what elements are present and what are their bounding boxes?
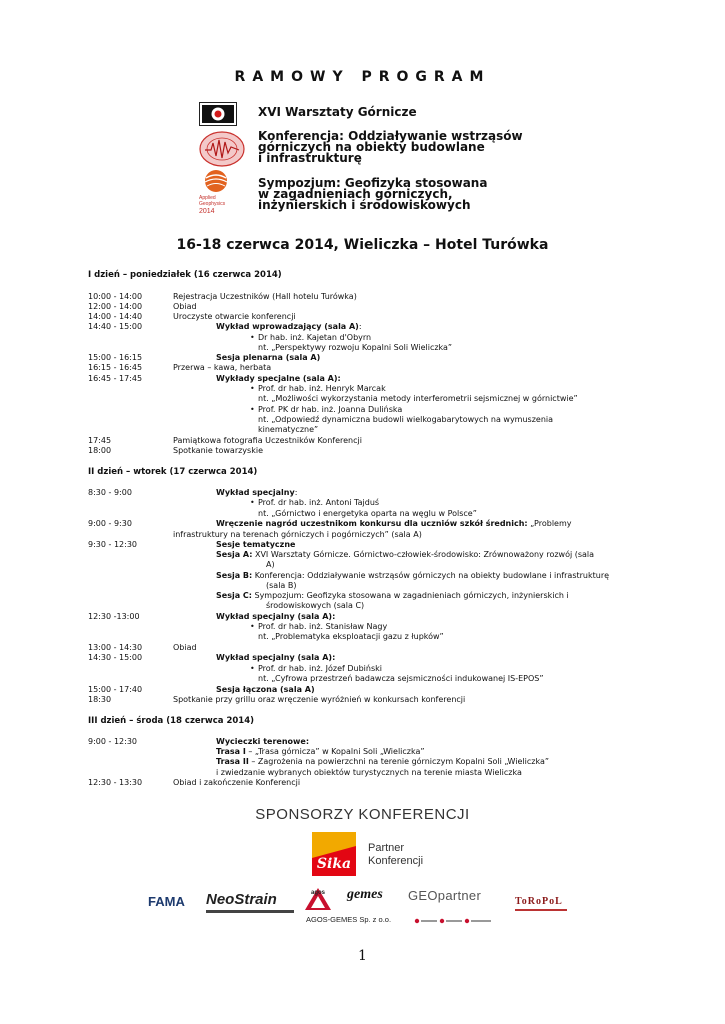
session-label: Sesja B:	[216, 571, 253, 580]
time: 18:30	[88, 695, 112, 704]
desc	[216, 519, 636, 529]
toropol-underline	[515, 909, 567, 911]
applied-text: Applied	[199, 195, 216, 201]
session-desc: A)	[266, 560, 275, 569]
desc: Wycieczki terenowe:	[216, 737, 310, 746]
event-line: górniczych na obiekty budowlane	[258, 140, 485, 154]
event-line: w zagadnieniach górniczych,	[258, 187, 453, 201]
session-desc: Sympozjum: Geofizyka stosowana w zagadnieniach górniczych, inżynierskich i	[251, 591, 569, 600]
speaker: Dr hab. inż. Kajetan d'Obyrn	[258, 333, 372, 342]
route-desc: – „Trasa górnicza” w Kopalni Soli „Wieliczka”	[245, 747, 425, 756]
bullet-icon: •	[250, 333, 255, 342]
session-label: Sesja A:	[216, 550, 253, 559]
toropol-logo: ToRoPoL	[515, 896, 563, 907]
session-b-text	[216, 571, 636, 581]
route-label: Trasa I	[216, 747, 246, 756]
time: 12:00 - 14:00	[88, 302, 143, 311]
desc: Sesje tematyczne	[216, 540, 296, 549]
event-line: Sympozjum: Geofizyka stosowana	[258, 176, 488, 190]
route-label: Trasa II	[216, 757, 249, 766]
talk-title: nt. „Cyfrowa przestrzeń badawcza sejsmiczności indukowanej IS-EPOS”	[258, 674, 544, 683]
desc: Wykład specjalny (sala A):	[216, 612, 336, 621]
talk-title: nt. „Górnictwo i energetyka oparta na węglu w Polsce”	[258, 509, 477, 518]
time: 12:30 - 13:30	[88, 778, 143, 787]
bullet-icon: •	[250, 498, 255, 507]
time: 13:00 - 14:30	[88, 643, 143, 652]
talk-title: nt. „Perspektywy rozwoju Kopalni Soli Wieliczka”	[258, 343, 453, 352]
desc: Obiad	[173, 302, 197, 311]
desc-colon: :	[294, 488, 298, 497]
day2-heading: II dzień – wtorek (17 czerwca 2014)	[88, 467, 258, 477]
route-2	[216, 757, 636, 767]
partner-label	[368, 842, 423, 868]
desc	[216, 322, 636, 332]
session-desc: Konferencja: Oddziaływanie wstrząsów górniczych na obiekty budowlane i infrastrukturę	[252, 571, 610, 580]
time: 9:00 - 12:30	[88, 737, 137, 746]
desc: Sesja plenarna (sala A)	[216, 353, 321, 362]
bullet-icon: •	[250, 405, 255, 414]
route-2-cont: i zwiedzanie wybranych obiektów turystycznych na terenie miasta Wieliczka	[216, 768, 522, 777]
speaker: Prof. dr hab. inż. Józef Dubiński	[258, 664, 382, 673]
page-number: 1	[358, 948, 367, 964]
event-sympozjum	[258, 178, 487, 211]
agos-logo	[303, 886, 333, 912]
day3-heading: III dzień – środa (18 czerwca 2014)	[88, 716, 254, 726]
session-label: Sesja C:	[216, 591, 252, 600]
partner-line: Konferencji	[368, 855, 424, 867]
speaker: Prof. dr hab. inż. Stanisław Nagy	[258, 622, 388, 631]
desc-rest: „Problemy	[527, 519, 572, 528]
desc-bold: Wręczenie nagród uczestnikom konkursu dla uczniów szkół średnich:	[216, 519, 528, 528]
sika-logo	[312, 832, 356, 876]
event-konferencja	[258, 131, 523, 164]
time: 15:00 - 17:40	[88, 685, 143, 694]
desc: Rejestracja Uczestników (Hall hotelu Turówka)	[173, 292, 357, 301]
speaker: Prof. PK dr hab. inż. Joanna Dulińska	[258, 405, 403, 414]
neostrain-text: NeoStrain	[206, 891, 277, 908]
warsztaty-logo	[199, 102, 237, 126]
event-line: i infrastrukturę	[258, 151, 362, 165]
neostrain-bar	[206, 910, 294, 913]
event-line: inżynierskich i środowiskowych	[258, 198, 471, 212]
talk-title: nt. „Problematyka eksploatacji gazu z łupków”	[258, 632, 444, 641]
sponsors-heading: SPONSORZY KONFERENCJI	[255, 806, 470, 823]
agos-gemes-text: AGOS-GEMES Sp. z o.o.	[306, 915, 392, 924]
time: 14:00 - 14:40	[88, 312, 143, 321]
geopartner-subline	[414, 909, 496, 914]
route-1	[216, 747, 636, 757]
talk-title: nt. „Odpowiedź dynamiczna budowli wielkogabarytowych na wymuszenia	[258, 415, 554, 424]
desc	[216, 488, 636, 498]
route-desc: – Zagrożenia na powierzchni na terenie górniczym Kopalni Soli „Wieliczka”	[248, 757, 550, 766]
time: 16:45 - 17:45	[88, 374, 143, 383]
neostrain-logo	[206, 892, 298, 914]
talk-title: nt. „Możliwości wykorzystania metody interferometrii sejsmicznej w górnictwie”	[258, 394, 578, 403]
desc: Uroczyste otwarcie konferencji	[173, 312, 296, 321]
partner-line: Partner	[368, 842, 405, 854]
talk-title: kinematyczne”	[258, 425, 319, 434]
desc: Pamiątkowa fotografia Uczestników Konferencji	[173, 436, 362, 445]
desc-bold: Wykład wprowadzający (sala A)	[216, 322, 359, 331]
time: 14:30 - 15:00	[88, 653, 143, 662]
desc-continued: infrastruktury na terenach górniczych i pogórniczych” (sala A)	[173, 530, 422, 539]
bullet-icon: •	[250, 664, 255, 673]
time: 18:00	[88, 446, 112, 455]
day1-heading: I dzień – poniedziałek (16 czerwca 2014)	[88, 270, 282, 280]
time: 9:30 - 12:30	[88, 540, 137, 549]
desc: Obiad i zakończenie Konferencji	[173, 778, 301, 787]
session-desc: XVI Warsztaty Górnicze. Górnictwo-człowiek-środowisko: Zrównoważony rozwój (sala	[252, 550, 595, 559]
applied-geophysics-logo	[199, 168, 233, 216]
gemes-logo: gemes	[347, 887, 383, 902]
speaker: Prof. dr hab. inż. Henryk Marcak	[258, 384, 386, 393]
time: 15:00 - 16:15	[88, 353, 143, 362]
agos-text: agos	[310, 890, 326, 896]
year-text: 2014	[199, 208, 215, 215]
desc: Wykład specjalny (sala A):	[216, 653, 336, 662]
time: 17:45	[88, 436, 112, 445]
desc: Obiad	[173, 643, 197, 652]
bullet-icon: •	[250, 622, 255, 631]
program-title: RAMOWY PROGRAM	[234, 69, 491, 85]
konferencja-logo	[199, 131, 245, 167]
date-location: 16-18 czerwca 2014, Wieliczka – Hotel Turówka	[176, 237, 549, 253]
session-desc: środowiskowych (sala C)	[266, 601, 365, 610]
geopartner-dots-icon	[414, 918, 496, 924]
desc: Przerwa – kawa, herbata	[173, 363, 272, 372]
session-a-text	[216, 550, 636, 560]
geopartner-logo: GEOpartner	[408, 888, 482, 903]
desc: Wykłady specjalne (sala A):	[216, 374, 341, 383]
desc: Spotkanie towarzyskie	[173, 446, 263, 455]
bullet-icon: •	[250, 384, 255, 393]
desc: Sesja łączona (sala A)	[216, 685, 315, 694]
event-line: Konferencja: Oddziaływanie wstrząsów	[258, 129, 523, 143]
sika-text: Sika	[316, 856, 352, 872]
time: 10:00 - 14:00	[88, 292, 143, 301]
event-line: XVI Warsztaty Górnicze	[258, 105, 417, 119]
session-c-text	[216, 591, 636, 601]
time: 8:30 - 9:00	[88, 488, 132, 497]
event-warsztaty	[258, 107, 417, 118]
fama-logo: FAMA	[148, 894, 185, 909]
desc-colon: :	[358, 322, 362, 331]
speaker: Prof. dr hab. inż. Antoni Tajduś	[258, 498, 380, 507]
geophysics-text: Geophysics	[199, 201, 226, 207]
session-desc: (sala B)	[266, 581, 297, 590]
desc-bold: Wykład specjalny	[216, 488, 295, 497]
desc: Spotkanie przy grillu oraz wręczenie wyróżnień w konkursach konferencji	[173, 695, 466, 704]
time: 9:00 - 9:30	[88, 519, 132, 528]
time: 14:40 - 15:00	[88, 322, 143, 331]
time: 12:30 -13:00	[88, 612, 140, 621]
time: 16:15 - 16:45	[88, 363, 143, 372]
